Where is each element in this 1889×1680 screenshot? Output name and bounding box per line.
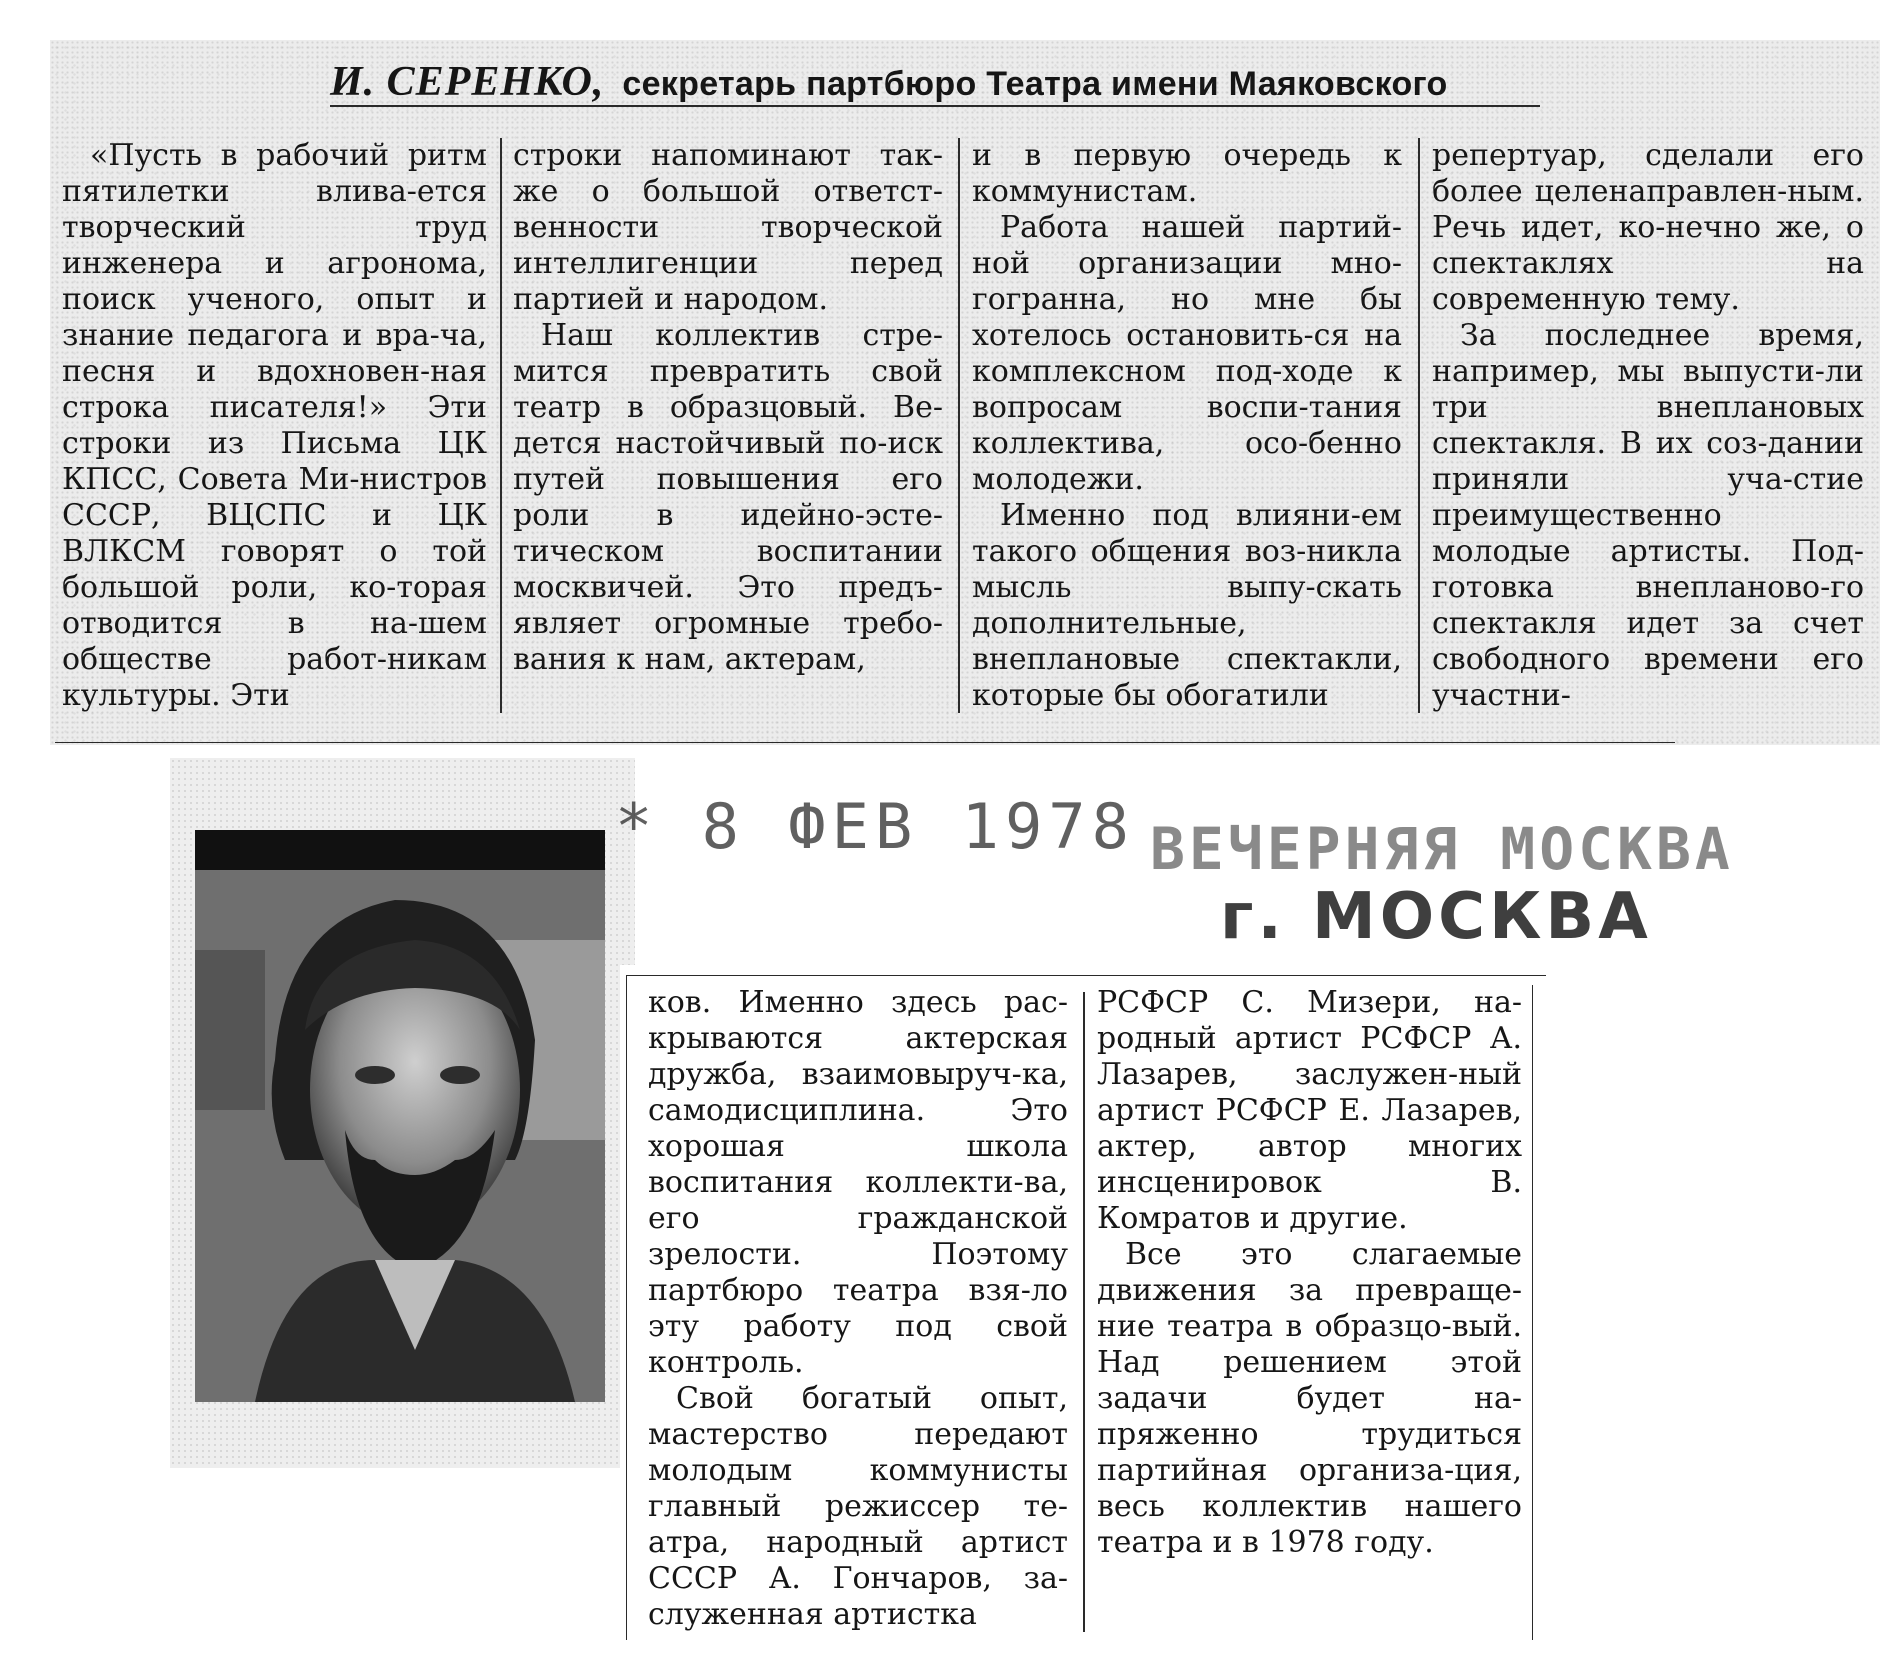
bottom-column-2 (1097, 985, 1522, 1635)
column-divider (1418, 138, 1420, 713)
paragraph: и в первую очередь к коммунистам. (972, 138, 1402, 209)
top-column-2 (513, 138, 943, 728)
top-column-1 (62, 138, 487, 728)
clipping-edge (626, 975, 627, 1640)
article-byline (330, 58, 1530, 106)
column-divider (1083, 992, 1085, 1632)
paragraph: Наш коллектив стре-мится превратить свой театр в образцовый. Ве-дется настойчивый по-иск путей повышения его роли в идейно-эсте-тическом воспитании москвичей. Это предъ-являет огромные требо-вания к нам, актерам, (513, 318, 943, 677)
paragraph: «Пусть в рабочий ритм пятилетки влива-ется творческий труд инженера и агронома, поиск ученого, опыт и знание педагога и вра-ча, песня и вдохновен-ная строка писателя!» Эти строки из Письма ЦК КПСС, Совета Ми-нистров СССР, ВЦСПС и ЦК ВЛКСМ говорят о той большой роли, ко-торая отводится в на-шем обществе работ-никам культуры. Эти (62, 138, 487, 713)
portrait-illustration (195, 830, 605, 1402)
paragraph: РСФСР С. Мизери, на-родный артист РСФСР А. Лазарев, заслужен-ный артист РСФСР Е. Лазарев, актер, автор многих инсценировок В. Комратов и другие. (1097, 985, 1522, 1236)
paragraph: Все это слагаемые движения за превраще-ние театра в образцо-вый. Над решением этой задачи будет на-пряженно трудиться партийная организа-ция, весь коллектив нашего театра и в 1978 году. (1097, 1237, 1522, 1560)
newspaper-stamp: ВЕЧЕРНЯЯ МОСКВА (1150, 815, 1734, 883)
column-divider (958, 138, 960, 713)
clipping-edge (626, 975, 1546, 976)
paragraph: За последнее время, например, мы выпусти-ли три внеплановых спектакля. В их соз-дании приняли уча-стие преимущественно молодые артисты. Под-готовка внепланово-го спектакля идет за счет свободного времени его участни- (1432, 318, 1864, 713)
top-column-4 (1432, 138, 1864, 728)
column-divider (500, 138, 502, 713)
paragraph: Именно под влияни-ем такого общения воз-никла мысль выпу-скать дополнительные, внеплановые спектакли, которые бы обогатили (972, 498, 1402, 713)
byline-underline (330, 105, 1540, 107)
city-stamp: г. МОСКВА (1220, 880, 1652, 954)
paragraph: Свой богатый опыт, мастерство передают молодым коммунисты главный режиссер те-атра, народный артист СССР А. Гончаров, за-служенная артистка (648, 1381, 1068, 1632)
author-name: И. СЕРЕНКО, (330, 59, 605, 105)
clipping-edge (1532, 985, 1533, 1640)
date-stamp: * 8 ФЕВ 1978 (615, 790, 1135, 863)
paragraph: ков. Именно здесь рас-крываются актерская дружба, взаимовыруч-ка, самодисциплина. Это хорошая школа воспитания коллекти-ва, его гражданской зрелости. Поэтому партбюро театра взя-ло эту работу под свой контроль. (648, 985, 1068, 1380)
paragraph: Работа нашей партий-ной организации мно-гогранна, но мне бы хотелось остановить-ся на комплексном под-ходе к вопросам воспи-тания коллектива, осо-бенно молодежи. (972, 210, 1402, 497)
paragraph: строки напоминают так-же о большой ответст-венности творческой интеллигенции перед партией и народом. (513, 138, 943, 317)
author-position: секретарь партбюро Театра имени Маяковского (622, 65, 1448, 103)
bottom-column-1 (648, 985, 1068, 1635)
author-portrait-photo (195, 830, 605, 1402)
paragraph: репертуар, сделали его более целенаправлен-ным. Речь идет, ко-нечно же, о спектаклях на современную тему. (1432, 138, 1864, 317)
top-column-3 (972, 138, 1402, 728)
clipping-edge (55, 742, 1675, 743)
